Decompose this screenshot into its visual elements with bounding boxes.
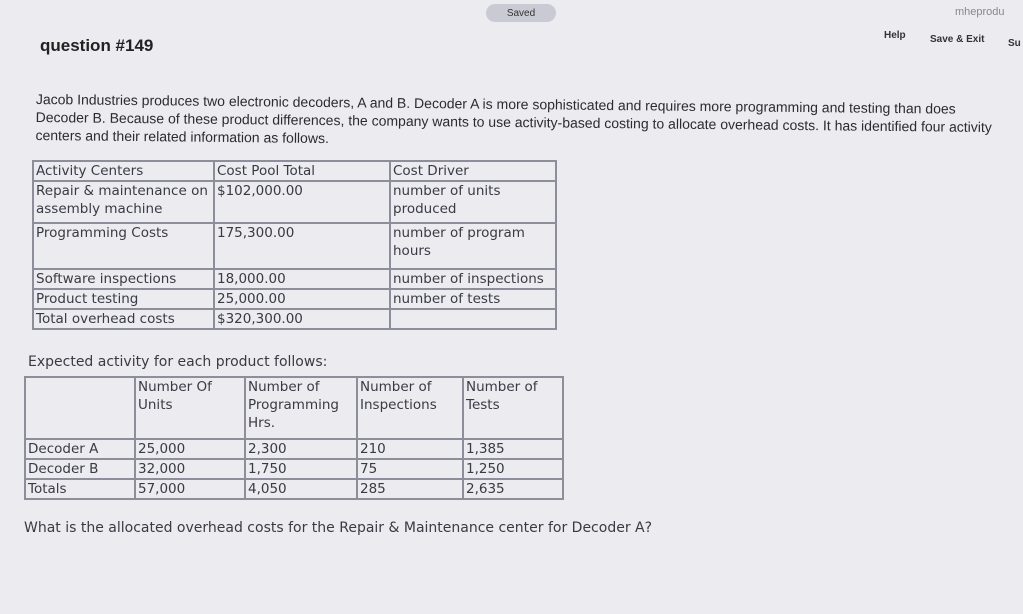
table-cell: 285 (357, 479, 463, 499)
table-cell: 1,750 (245, 459, 357, 479)
table-header-cell: Number of Tests (463, 377, 563, 439)
top-bar (0, 0, 1023, 30)
table-row (25, 439, 563, 459)
table-header-cell: Cost Pool Total (214, 161, 390, 181)
table-cell: 18,000.00 (214, 269, 390, 289)
table-header-row (33, 161, 556, 181)
table-cell: 25,000 (135, 439, 245, 459)
table-row (33, 309, 556, 329)
table-header-cell (25, 377, 135, 439)
table-cell: 75 (357, 459, 463, 479)
table-row (25, 459, 563, 479)
table-row (25, 479, 563, 499)
table-cell: $320,300.00 (214, 309, 390, 329)
table-cell: 25,000.00 (214, 289, 390, 309)
table-cell: number of program hours (390, 223, 556, 269)
table-header-cell: Number of Inspections (357, 377, 463, 439)
cost-pool-table (32, 160, 557, 330)
table-cell: 2,300 (245, 439, 357, 459)
table-cell: number of inspections (390, 269, 556, 289)
table-cell: 210 (357, 439, 463, 459)
table-cell: $102,000.00 (214, 181, 390, 223)
table-header-cell: Number Of Units (135, 377, 245, 439)
help-button[interactable]: Help (884, 30, 906, 41)
table-cell: Total overhead costs (33, 309, 214, 329)
saved-status-badge: Saved (486, 4, 556, 22)
corner-link-text[interactable]: mheprodu (955, 6, 1005, 18)
question-number: question #149 (40, 36, 154, 55)
table-header-cell: Number of Programming Hrs. (245, 377, 357, 439)
table-cell: number of tests (390, 289, 556, 309)
table-cell: Product testing (33, 289, 214, 309)
table-cell: Totals (25, 479, 135, 499)
table-row (33, 223, 556, 269)
submit-button[interactable]: Su (1008, 38, 1021, 49)
table-cell: number of units produced (390, 181, 556, 223)
save-exit-button[interactable]: Save & Exit (930, 34, 985, 45)
table-cell: 1,385 (463, 439, 563, 459)
table-header-cell: Activity Centers (33, 161, 214, 181)
table-row (33, 181, 556, 223)
table-cell: Decoder B (25, 459, 135, 479)
question-prompt: What is the allocated overhead costs for the Repair & Maintenance center for Decoder A? (24, 520, 653, 536)
table-cell: Decoder A (25, 439, 135, 459)
table-cell: Repair & maintenance on assembly machine (33, 181, 214, 223)
table-row (33, 269, 556, 289)
table-row (33, 289, 556, 309)
table-cell: Software inspections (33, 269, 214, 289)
table-cell: 2,635 (463, 479, 563, 499)
table-cell: 4,050 (245, 479, 357, 499)
table-cell (390, 309, 556, 329)
table-cell: 175,300.00 (214, 223, 390, 269)
table-cell: 57,000 (135, 479, 245, 499)
table-header-row (25, 377, 563, 439)
table-cell: 32,000 (135, 459, 245, 479)
question-intro: Jacob Industries produces two electronic decoders, A and B. Decoder A is more sophisticated and requires more programming and testing than does Decoder B. Because of these product differences, the company wants to use activity-based costing to allocate overhead costs. It has identified four activity centers and their related information as follows. (35, 90, 992, 147)
expected-activity-label: Expected activity for each product follows: (28, 354, 328, 370)
expected-activity-table (24, 376, 564, 500)
table-header-cell: Cost Driver (390, 161, 556, 181)
table-cell: Programming Costs (33, 223, 214, 269)
table-cell: 1,250 (463, 459, 563, 479)
